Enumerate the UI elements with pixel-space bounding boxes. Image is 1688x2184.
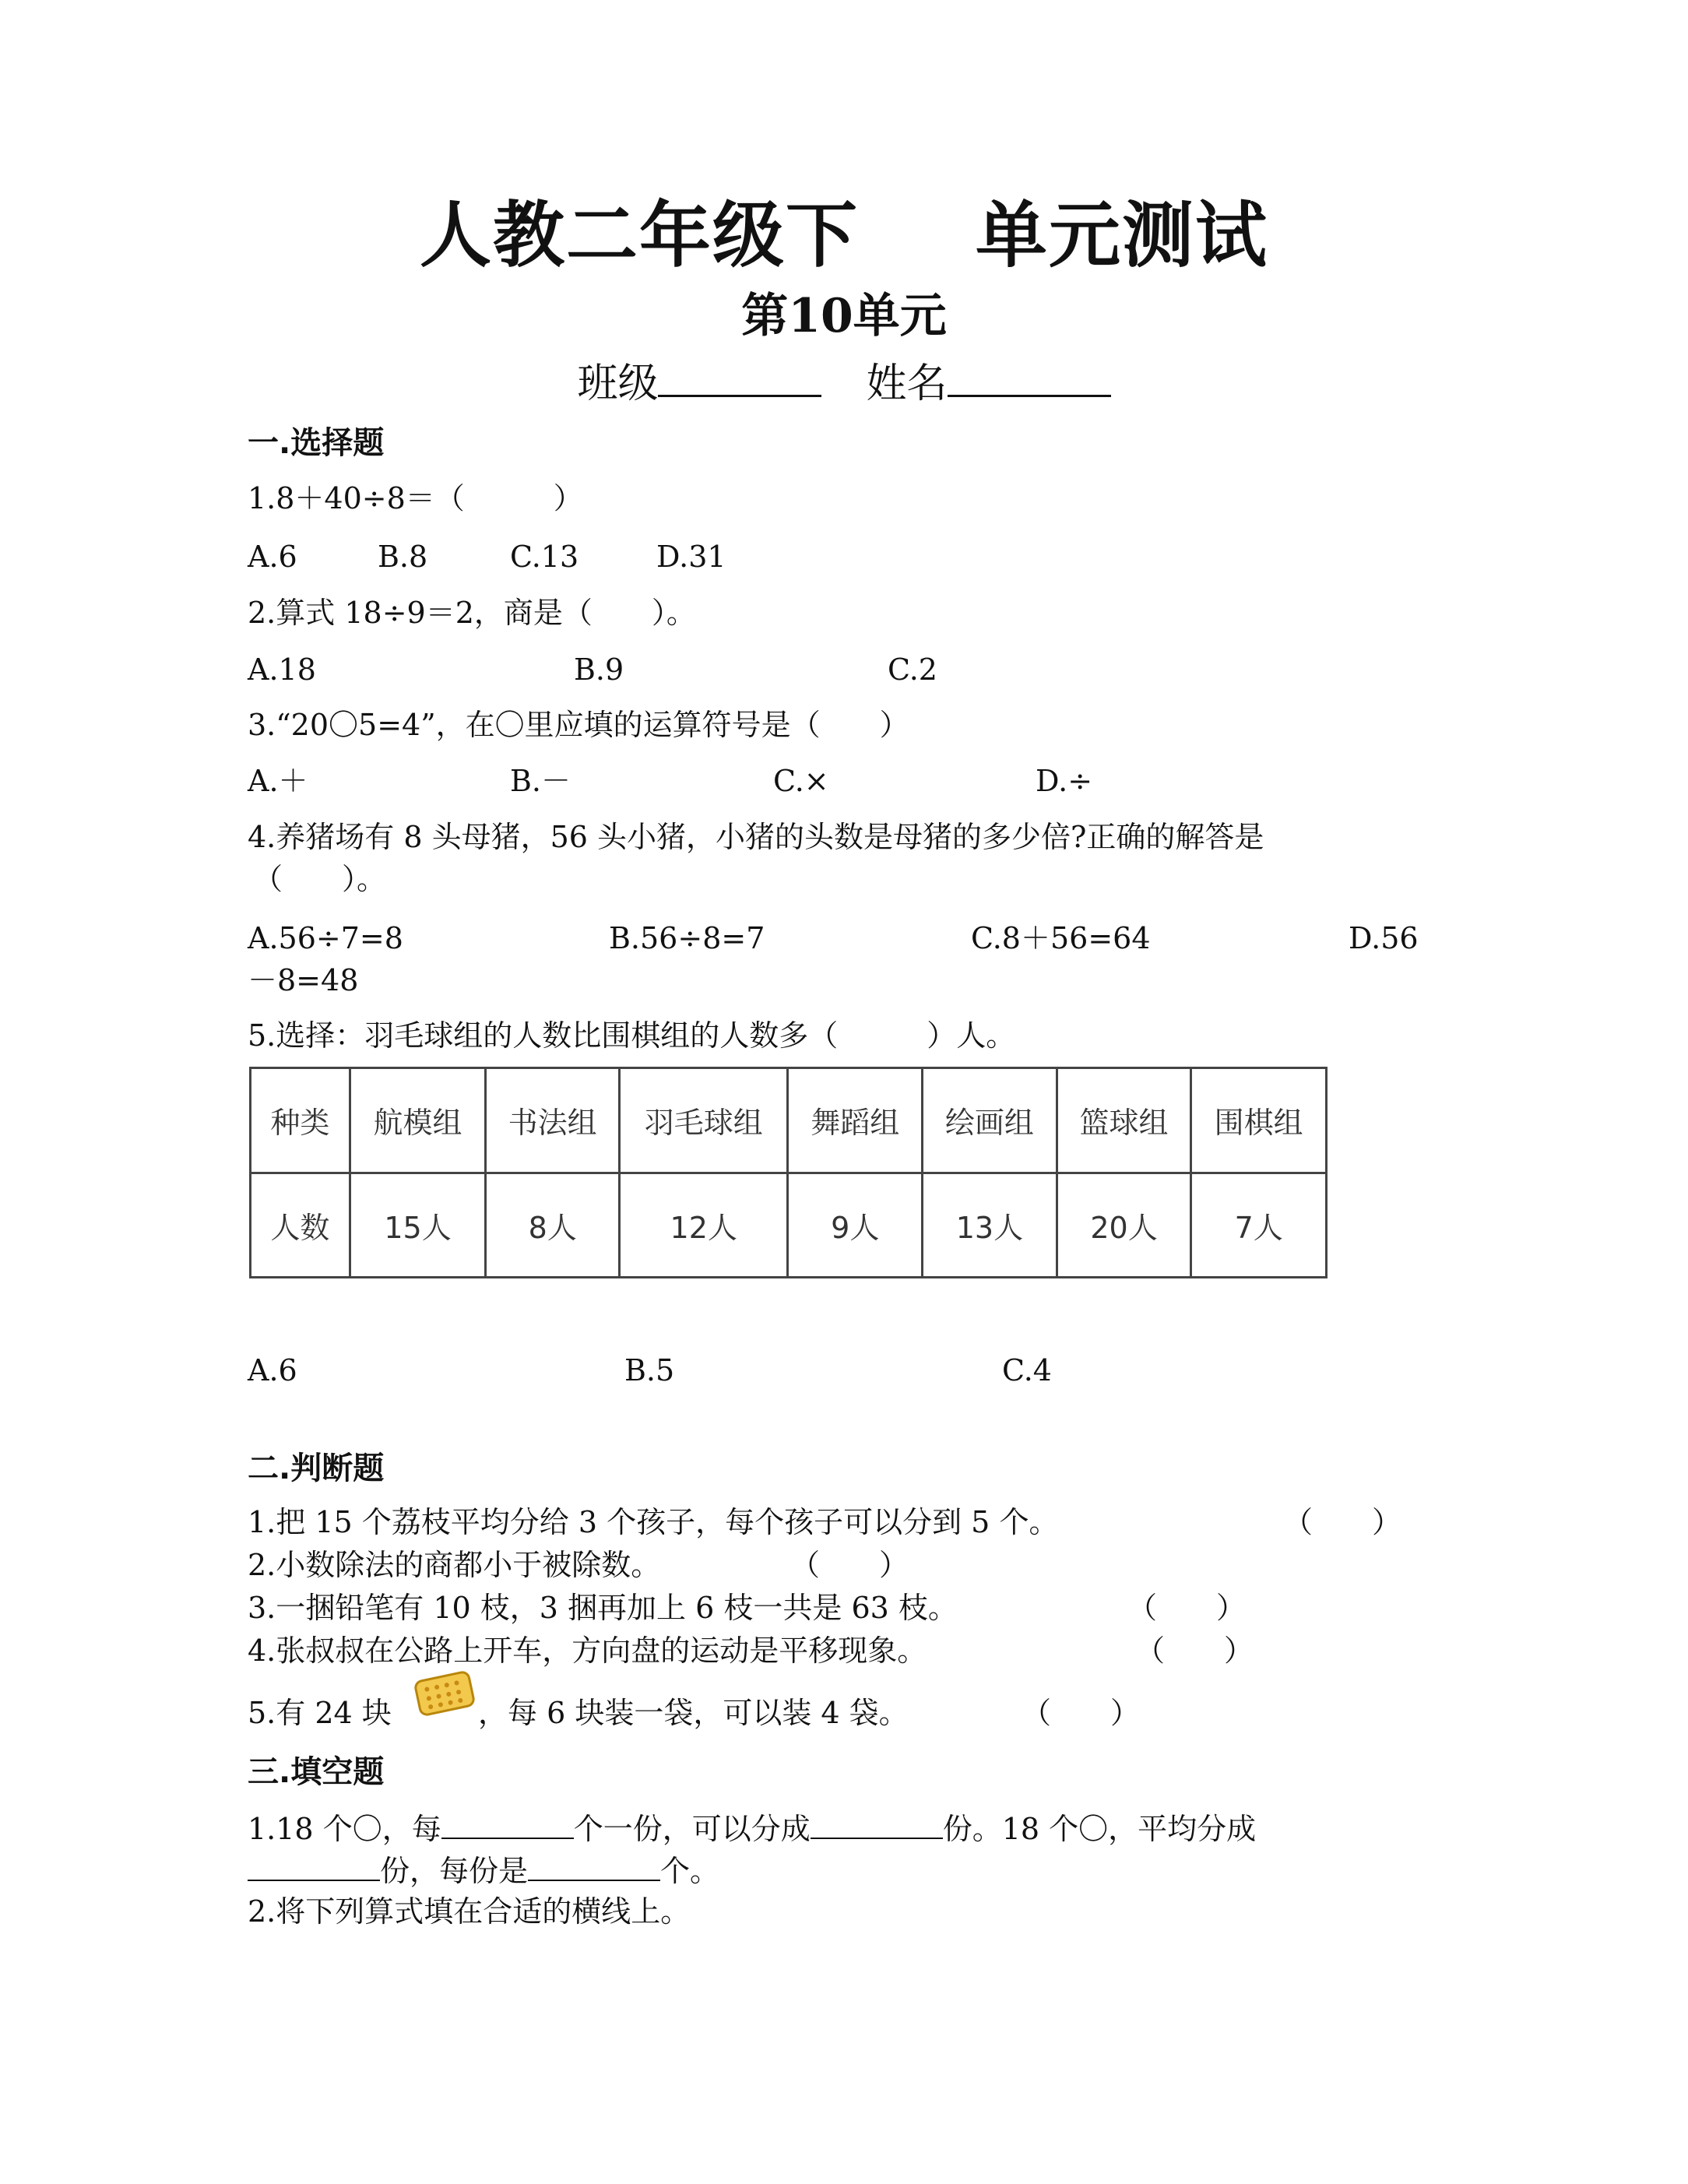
- table-cell: 9人: [788, 1173, 923, 1278]
- table-cell: 7人: [1191, 1173, 1327, 1278]
- q1-option-b[interactable]: B.8: [378, 540, 428, 574]
- q4-option-d[interactable]: D.56: [1349, 921, 1419, 955]
- title-left: 人教二年级下: [419, 194, 859, 277]
- q2-text: 2.算式 18÷9＝2，商是（ ）。: [248, 596, 696, 630]
- judge-answer-1[interactable]: （ ）: [1283, 1505, 1402, 1539]
- q4-text-line2: （ ）。: [253, 862, 387, 896]
- q5-option-c[interactable]: C.4: [1002, 1353, 1052, 1387]
- unit-subtitle: 第10单元: [741, 289, 947, 343]
- fill-q1-part-a: 1.18 个〇，每: [248, 1812, 441, 1846]
- judge-item-3: 3.一捆铅笔有 10 枝，3 捆再加上 6 枝一共是 63 枝。: [248, 1591, 958, 1625]
- name-blank[interactable]: [948, 354, 1111, 397]
- fill-blank-3[interactable]: [248, 1850, 380, 1881]
- table-cell: 15人: [350, 1173, 486, 1278]
- q4-option-a[interactable]: A.56÷7=8: [248, 921, 403, 955]
- fill-q1-part-c: 份。18 个〇，平均分成: [942, 1812, 1257, 1846]
- q4-text-line1: 4.养猪场有 8 头母猪，56 头小猪，小猪的头数是母猪的多少倍?正确的解答是: [248, 820, 1264, 854]
- judge-item-2: 2.小数除法的商都小于被除数。: [248, 1548, 661, 1582]
- page-title: [0, 193, 1688, 279]
- group-count-table: [249, 1067, 1328, 1278]
- table-header-cell: 种类: [251, 1068, 350, 1173]
- section-fill-title: 三.填空题: [248, 1754, 385, 1790]
- fill-blank-2[interactable]: [811, 1808, 943, 1839]
- fill-q1-part-d: 份，每份是: [380, 1854, 529, 1888]
- fill-q1-line2: [248, 1850, 719, 1890]
- class-blank[interactable]: [658, 354, 821, 397]
- table-cell: 8人: [486, 1173, 620, 1278]
- section-choice-title: 一.选择题: [248, 425, 385, 461]
- table-header-cell: 绘画组: [923, 1068, 1057, 1173]
- name-label: 姓名: [866, 360, 948, 407]
- q1-option-c[interactable]: C.13: [510, 540, 579, 574]
- q1-option-d[interactable]: D.31: [656, 540, 726, 574]
- table-cell: 20人: [1057, 1173, 1191, 1278]
- table-header-cell: 篮球组: [1057, 1068, 1191, 1173]
- q2-option-a[interactable]: A.18: [248, 652, 316, 687]
- cracker-icon: [413, 1670, 478, 1718]
- fill-blank-1[interactable]: [441, 1808, 574, 1839]
- q4-option-d-continued: －8=48: [248, 963, 359, 997]
- q3-option-b[interactable]: B.－: [510, 764, 571, 798]
- judge-item-4: 4.张叔叔在公路上开车，方向盘的运动是平移现象。: [248, 1634, 927, 1668]
- q3-text: 3.“20〇5=4”，在〇里应填的运算符号是（ ）: [248, 708, 909, 742]
- class-label: 班级: [577, 360, 659, 407]
- fill-q1-part-b: 个一份，可以分成: [573, 1812, 811, 1846]
- class-name-line: [0, 354, 1688, 410]
- table-header-cell: 羽毛球组: [619, 1068, 788, 1173]
- q2-option-c[interactable]: C.2: [888, 652, 937, 687]
- judge-answer-5[interactable]: （ ）: [1022, 1696, 1141, 1730]
- judge-item-1: 1.把 15 个荔枝平均分给 3 个孩子，每个孩子可以分到 5 个。: [248, 1505, 1059, 1539]
- judge-item-5-after: ，每 6 块装一袋，可以装 4 袋。: [478, 1696, 909, 1730]
- q4-option-b[interactable]: B.56÷8=7: [609, 921, 765, 955]
- q1-option-a[interactable]: A.6: [248, 540, 297, 574]
- q1-text: 1.8＋40÷8＝（ ）: [248, 481, 583, 515]
- judge-answer-3[interactable]: （ ）: [1127, 1591, 1247, 1625]
- table-header-cell: 围棋组: [1191, 1068, 1327, 1173]
- judge-answer-4[interactable]: （ ）: [1135, 1634, 1254, 1668]
- table-row: [251, 1173, 1327, 1278]
- judge-item-5-before: 5.有 24 块: [248, 1696, 392, 1730]
- table-cell: 13人: [923, 1173, 1057, 1278]
- q5-option-b[interactable]: B.5: [624, 1353, 675, 1387]
- q3-option-d[interactable]: D.÷: [1036, 764, 1093, 798]
- q3-option-c[interactable]: C.×: [773, 764, 829, 798]
- q2-option-b[interactable]: B.9: [574, 652, 624, 687]
- table-header-cell: 书法组: [486, 1068, 620, 1173]
- table-cell: 12人: [619, 1173, 788, 1278]
- table-header-cell: 航模组: [350, 1068, 486, 1173]
- title-right: 单元测试: [976, 194, 1269, 277]
- table-cell: 人数: [251, 1173, 350, 1278]
- fill-q1-part-e: 个。: [660, 1854, 720, 1888]
- table-header-cell: 舞蹈组: [788, 1068, 923, 1173]
- q5-option-a[interactable]: A.6: [248, 1353, 297, 1387]
- fill-q1-line1: [248, 1808, 1256, 1848]
- judge-answer-2[interactable]: （ ）: [790, 1548, 909, 1582]
- q5-text: 5.选择：羽毛球组的人数比围棋组的人数多（ ）人。: [248, 1018, 1016, 1053]
- section-judge-title: 二.判断题: [248, 1451, 385, 1486]
- fill-blank-4[interactable]: [528, 1850, 660, 1881]
- q3-option-a[interactable]: A.＋: [248, 764, 308, 798]
- table-row: [251, 1068, 1327, 1173]
- fill-q2-text: 2.将下列算式填在合适的横线上。: [248, 1894, 691, 1929]
- q4-option-c[interactable]: C.8＋56=64: [971, 921, 1151, 955]
